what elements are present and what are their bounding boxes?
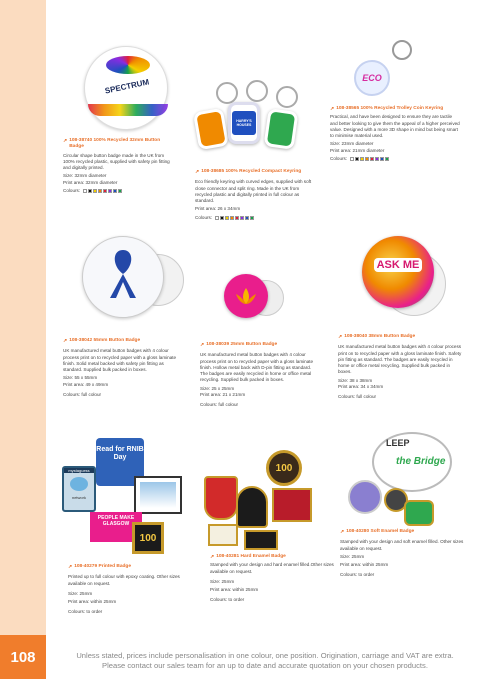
product-size: Size: 25mm — [68, 590, 93, 596]
product-size: Size: 32mm diameter — [63, 173, 107, 179]
footer-line-1: Unless stated, prices include personalisation in one colour, one position. Origination, carriage and VAT are extra. — [76, 651, 454, 660]
product-image-25mm-button-badge — [220, 270, 290, 330]
product-title: 38mm Button Badge — [368, 334, 416, 339]
product-print-area: Print area: 49 x 49mm — [63, 381, 109, 387]
product-print-area: Print area: 21mm diameter — [330, 147, 385, 153]
product-description: Stamped with your design and soft enamel filled. Other sizes available on request. — [340, 539, 464, 551]
colour-swatch — [355, 157, 359, 161]
colour-swatch — [230, 216, 234, 220]
product-description: Printed up to full colour with epoxy coating. Other sizes available on request. — [68, 574, 180, 586]
page-footer — [60, 651, 470, 671]
colour-swatch — [88, 189, 92, 193]
product-size: Size: 25mm — [210, 578, 235, 584]
product-size: Size: 25mm — [340, 553, 365, 559]
colour-swatch — [385, 157, 389, 161]
product-image-trolley-coin-keyring — [340, 38, 430, 98]
product-printed-badge — [68, 564, 188, 616]
colour-swatch — [370, 157, 374, 161]
product-print-area: Print area: within 25mm — [210, 587, 259, 593]
colour-swatch — [240, 216, 244, 220]
glasgow-badge: PEOPLE MAKE GLASGOW — [90, 512, 142, 542]
product-print-area: Print area: 26 x 34mm — [195, 206, 241, 212]
colour-swatches — [350, 157, 389, 161]
colour-swatch — [350, 157, 354, 161]
product-image-recycled-button-badge — [76, 34, 176, 134]
colour-swatch — [380, 157, 384, 161]
eco-logo-text: ECO — [362, 73, 382, 83]
arrow-icon: ↗ — [68, 564, 73, 570]
product-recycled-button-badge — [63, 138, 173, 194]
leep-text: LEEP — [386, 438, 410, 448]
colour-swatch — [113, 189, 117, 193]
product-print-area: Print area: 32mm diameter — [63, 179, 118, 185]
product-description: Eco friendly keyring with curved edges, supplied with soft close connector and split ring. Made in the UK from recycled plastic and digitally printed in full colour as standard. — [195, 179, 312, 204]
product-size: Size: 23mm diameter — [330, 141, 374, 147]
product-description: Circular shape button badge made in the UK from 100% recycled plastic, supplied with safety pin fitting and digitally printed. — [63, 152, 170, 171]
product-print-area: Print area: 34 x 34mm — [338, 384, 384, 390]
product-image-printed-badge — [60, 436, 190, 566]
colour-swatch — [108, 189, 112, 193]
arrow-icon: ↗ — [338, 334, 343, 340]
colour-swatch — [83, 189, 87, 193]
product-code: 108-40280 — [346, 529, 370, 534]
product-colours: Colours: to order — [68, 609, 103, 615]
product-title: 55mm Button Badge — [93, 338, 141, 343]
product-size: Size: 55 x 55mm — [63, 375, 98, 381]
product-description: UK manufactured metal button badges with 4 colour process print on to recycled paper with a gloss laminate finish. Hollow metal back with D-pin fitting as standard. The badges are easily recycled in home or office metal recycling. Supplied bulk packed in boxes. — [200, 352, 314, 383]
colour-swatch — [220, 216, 224, 220]
arrow-icon: ↗ — [63, 138, 68, 144]
product-print-area: Print area: within 25mm — [68, 599, 117, 605]
rnib-badge: Read for RNIB Day — [96, 438, 144, 486]
product-image-hard-enamel-badge — [198, 446, 338, 551]
product-description: Stamped with your design and hard enamel filled.Other sizes available on request. — [210, 562, 334, 574]
product-image-soft-enamel-badge — [342, 428, 462, 528]
product-colours: Colours: full colour — [200, 402, 239, 408]
product-code: 108-40281 — [216, 554, 240, 559]
product-image-55mm-button-badge — [76, 232, 186, 332]
colour-swatch — [225, 216, 229, 220]
colour-swatch — [118, 189, 122, 193]
product-title: 100% Recycled Compact Keyring — [225, 169, 302, 174]
product-55mm-button-badge — [63, 338, 183, 398]
colour-swatch — [215, 216, 219, 220]
product-hard-enamel-badge — [210, 554, 334, 604]
colours-label: Colours: — [330, 156, 348, 162]
ask-me-text: ASK ME — [374, 258, 422, 272]
colour-swatches — [215, 216, 254, 220]
network-text: network — [71, 495, 86, 500]
product-code: 108-40279 — [74, 564, 98, 569]
product-print-area: Print area: 21 x 21mm — [200, 392, 246, 398]
product-title: 25mm Button Badge — [230, 342, 278, 347]
keyring-logo-text: HARRY'S HOUSES — [236, 119, 252, 127]
product-soft-enamel-badge — [340, 529, 464, 579]
product-colours: Colours: full colour — [63, 392, 102, 398]
product-code: 108-38042 — [69, 338, 93, 343]
product-code: 108-38685 — [201, 169, 225, 174]
colour-swatch — [235, 216, 239, 220]
arrow-icon: ↗ — [210, 554, 215, 560]
bridge-text: the Bridge — [396, 456, 446, 467]
arrow-icon: ↗ — [340, 529, 345, 535]
colour-swatch — [245, 216, 249, 220]
product-code: 108-38039 — [206, 342, 230, 347]
100-badge: 100 — [132, 522, 164, 554]
arrow-icon: ↗ — [330, 106, 335, 112]
product-trolley-coin-keyring — [330, 106, 460, 162]
product-title: 100% Recycled Trolley Coin Keyring — [360, 106, 444, 111]
colours-label: Colours: — [63, 188, 81, 194]
product-size: Size: 38 x 38mm — [338, 377, 373, 383]
product-title: Printed Badge — [98, 564, 132, 569]
product-description: Practical, and have been designed to ensure they are tactile and better looking to give them the appeal of a higher perceived value. Designed with a more 3D shape in mind but being smart to minimise material used. — [330, 114, 460, 139]
product-code: 108-38565 — [336, 106, 360, 111]
product-title: 100% Recycled 32mm Button Badge — [69, 138, 161, 150]
product-colours: Colours: full colour — [338, 394, 377, 400]
arrow-icon: ↗ — [63, 338, 68, 344]
side-strip — [0, 0, 46, 679]
product-38mm-button-badge — [338, 334, 464, 401]
page-number: 108 — [0, 635, 46, 679]
product-description: UK manufactured metal button badges with 4 colour process print on to recycled paper with a gloss laminate finish. Safety pin fitting as standard. The badges are easily recycled in home or office metal recycling. Supplied bulk packed in boxes. — [338, 344, 462, 375]
colour-swatch — [250, 216, 254, 220]
product-image-38mm-button-badge — [360, 232, 450, 332]
colour-swatch — [93, 189, 97, 193]
arrow-icon: ↗ — [200, 342, 205, 348]
arrow-icon: ↗ — [195, 169, 200, 175]
mystaguess-text: mystaguess — [64, 468, 94, 473]
colour-swatch — [360, 157, 364, 161]
product-size: Size: 25 x 25mm — [200, 385, 235, 391]
product-print-area: Print area: within 25mm — [340, 562, 389, 568]
colour-swatch — [365, 157, 369, 161]
colour-swatch — [103, 189, 107, 193]
colours-label: Colours: — [195, 214, 213, 220]
product-image-compact-keyring — [186, 80, 326, 160]
product-title: Soft Enamel Badge — [370, 529, 415, 534]
product-description: UK manufactured metal button badges with 4 colour process print on to recycled paper with a gloss laminate finish. Solid metal backed with safety pin fitting as standard. Supplied bulk packed in boxes. — [63, 348, 177, 373]
product-colours: Colours: to order — [340, 572, 375, 578]
product-25mm-button-badge — [200, 342, 320, 409]
product-code: 108-38740 — [69, 138, 93, 143]
footer-line-2: Please contact our sales team for an up to date and accurate quotation on your chosen products. — [102, 661, 428, 670]
colour-swatch — [375, 157, 379, 161]
colour-swatches — [83, 189, 122, 193]
100-enamel-badge: 100 — [266, 450, 302, 486]
product-compact-keyring — [195, 169, 315, 221]
colour-swatch — [98, 189, 102, 193]
product-code: 108-38040 — [344, 334, 368, 339]
spectrum-logo-text: SPECTRUM — [104, 77, 150, 96]
product-colours: Colours: to order — [210, 597, 245, 603]
product-title: Hard Enamel Badge — [240, 554, 286, 559]
